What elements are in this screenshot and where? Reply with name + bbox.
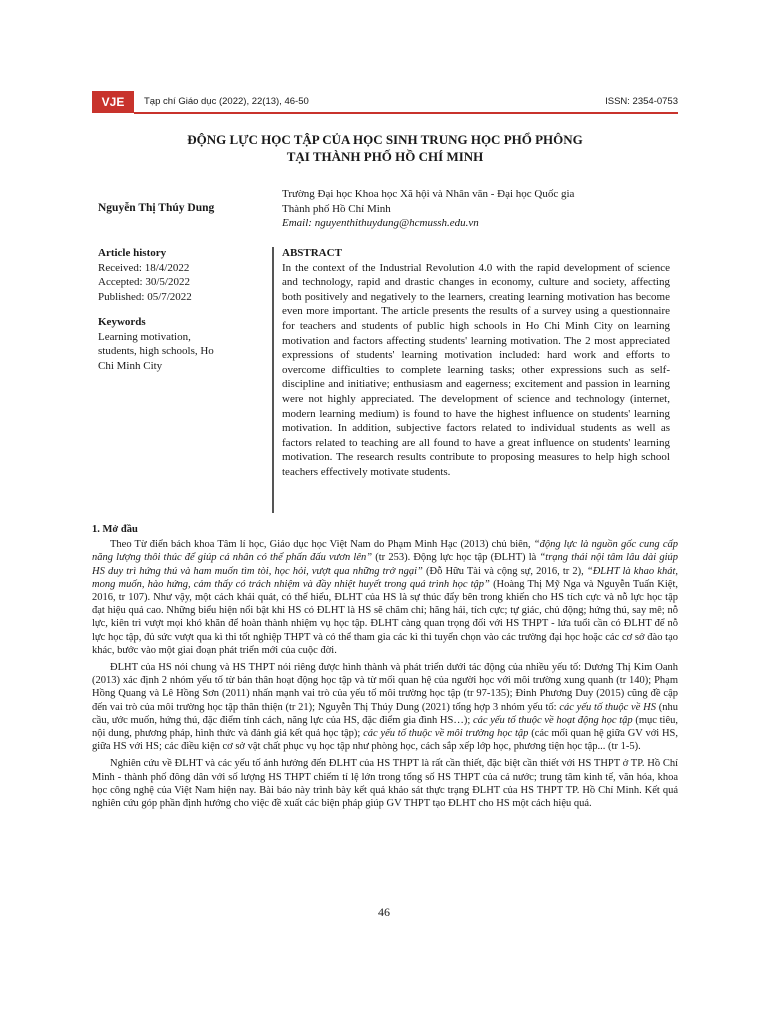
section-heading: 1. Mở đầu xyxy=(92,524,138,535)
paragraph-3: Nghiên cứu về ĐLHT và các yếu tố ảnh hưởng đến ĐLHT của HS THPT là rất cần thiết, đặc biệt cần thiết với HS THPT ở TP. Hồ Chí Minh - thành phố đông dân với số lượng HS THPT chiếm tỉ lệ lớn trong tổng số HS THPT của cả nước; trung tâm kinh tế, văn hóa, khoa học công nghệ của Việt Nam hiện nay. Bài báo này trình bày kết quả khảo sát thực trạng ĐLHT của HS THPT TP. Hồ Chí Minh. Kết quả nghiên cứu góp phần định hướng cho việc đề xuất các biện pháp giúp GV THPT tạo ĐLHT cho HS một cách hiệu quả. xyxy=(92,758,678,810)
abstract-text: In the context of the Industrial Revolution 4.0 with the rapid development of science and technology, rapid and drastic changes in economy, culture and society, affecting both positively and negatively to the learners, creating learning motivation has become even more important. The article presents the results of a survey using a questionnaire for teachers and students of public high schools in Ho Chi Minh City on learning motivation and factors affecting students' learning motivation. The 2 most appreciated expressions of students' learning motivation included: hard work and efforts to overcome difficulties to complete learning tasks; other expressions such as self-discipline and initiative; enthusiasm and eagerness; excitement and passion in learning were not highly appreciated. The development of science and technology (internet, modern learning medium) is found to have the highest influence on students' learning motivation. In addition, subjective factors related to individual students as well as factors related to teaching are all found to have a great influence on students' learning motivation. The research results contribute to proposing measures to help high school teachers effectively motivate students. xyxy=(282,261,670,478)
abstract-block xyxy=(282,246,670,480)
header-rule xyxy=(134,112,678,114)
article-title xyxy=(92,131,678,165)
keywords-line-2: students, high schools, Ho xyxy=(98,345,214,357)
author-affiliation xyxy=(282,187,574,231)
title-line-2: TẠI THÀNH PHỐ HỒ CHÍ MINH xyxy=(286,149,484,164)
article-sidebar xyxy=(98,246,258,373)
keywords-line-3: Chi Minh City xyxy=(98,359,163,372)
paragraph-2: ĐLHT của HS nói chung và HS THPT nói riêng được hình thành và phát triển dưới tác động của nhiều yếu tố: Dương Thị Kim Oanh (2013) xác định 2 nhóm yếu tố từ bản thân hoạt động học tập và từ mối quan hệ của người học với môi trường xung quanh (tr 140); Phạm Hồng Quang và Lê Hồng Sơn (2011) nhấn mạnh vai trò của yếu tố môi trường học tập (tr 97-135); Đinh Phương Duy (2015) cũng đề cập đến vai trò của môi trường học tập thân thiện (tr 21); Nguyễn Thị Thúy Dung (2021) tổng hợp 3 nhóm yếu tố: các yếu tố thuộc về HS (nhu cầu, ước muốn, hứng thú, đặc điểm tính cách, năng lực của HS, đặc điểm gia đình HS…); các yếu tố thuộc về hoạt động học tập (mục tiêu, nội dung, phương pháp, hình thức và đánh giá kết quả học tập); các yếu tố thuộc về môi trường học tập (các mối quan hệ giữa GV với HS, giữa HS với HS; các điều kiện cơ sở vật chất phục vụ học tập như phòng học, cách sắp xếp lớp học, phương tiện học tập... (tr 1-5). xyxy=(92,662,679,753)
journal-logo: VJE xyxy=(92,91,134,113)
journal-citation: Tạp chí Giáo dục (2022), 22(13), 46-50 xyxy=(144,96,309,107)
journal-header xyxy=(92,91,678,113)
paragraph-1: Theo Từ điển bách khoa Tâm lí học, Giáo dục học Việt Nam do Phạm Minh Hạc (2013) chủ biên, “động lực là nguồn gốc cung cấp năng lượng thôi thúc để giúp cá nhân có thể phấn đấu vươn lên” (tr 253). Động lực học tập (ĐLHT) là “trạng thái nội tâm lâu dài giúp HS duy trì hứng thú và ham muốn tìm tòi, học hỏi, vượt qua những trở ngại” (Đỗ Hữu Tài và cộng sự, 2016, tr 2), “ĐLHT là khao khát, mong muốn, hào hứng, cảm thấy có trách nhiệm và đầy nhiệt huyết trong quá trình học tập” (Hoàng Thị Mỹ Nga và Nguyễn Tuấn Kiệt, 2016, tr 107). Như vậy, một cách khái quát, có thể hiểu, ĐLHT của HS là sự thúc đẩy bên trong khiến cho HS tích cực và nỗ lực học tập đạt hiệu quả cao. Những biểu hiện nổi bật khi HS có ĐLHT là HS sẽ chăm chỉ; hăng hái, tích cực; tự giác, chủ động; hứng thú, say mê; nỗ lực, kiên trì vượt mọi khó khăn để hoàn thành nhiệm vụ học tập. ĐLHT càng quan trọng đối với HS THPT - lứa tuổi cần có ĐLHT để nỗ lực học tập, đủ sức vượt qua kì thi tốt nghiệp THPT và có thể tham gia các kì thi tuyển chọn vào các trường đại học hoặc các cơ sở đào tạo khác, bước vào một giai đoạn phát triển mới của cuộc đời. xyxy=(92,539,679,656)
article-history-heading: Article history xyxy=(98,247,167,259)
affiliation-line-2: Thành phố Hồ Chí Minh xyxy=(282,202,391,215)
keywords-line-1: Learning motivation, xyxy=(98,330,191,343)
published-date: Published: 05/7/2022 xyxy=(98,290,192,303)
title-line-1: ĐỘNG LỰC HỌC TẬP CỦA HỌC SINH TRUNG HỌC PHỔ PHÔNG xyxy=(187,132,583,147)
author-email: Email: nguyenthithuydung@hcmussh.edu.vn xyxy=(282,217,479,229)
keywords-heading: Keywords xyxy=(98,316,146,328)
abstract-divider xyxy=(272,247,274,513)
received-date: Received: 18/4/2022 xyxy=(98,261,190,274)
journal-issn: ISSN: 2354-0753 xyxy=(605,96,678,107)
abstract-heading: ABSTRACT xyxy=(282,247,342,259)
affiliation-line-1: Trường Đại học Khoa học Xã hội và Nhân văn - Đại học Quốc gia xyxy=(282,188,575,200)
section-introduction xyxy=(92,523,678,814)
page-number: 46 xyxy=(378,905,390,919)
author-name: Nguyễn Thị Thúy Dung xyxy=(98,202,215,214)
accepted-date: Accepted: 30/5/2022 xyxy=(98,276,190,288)
